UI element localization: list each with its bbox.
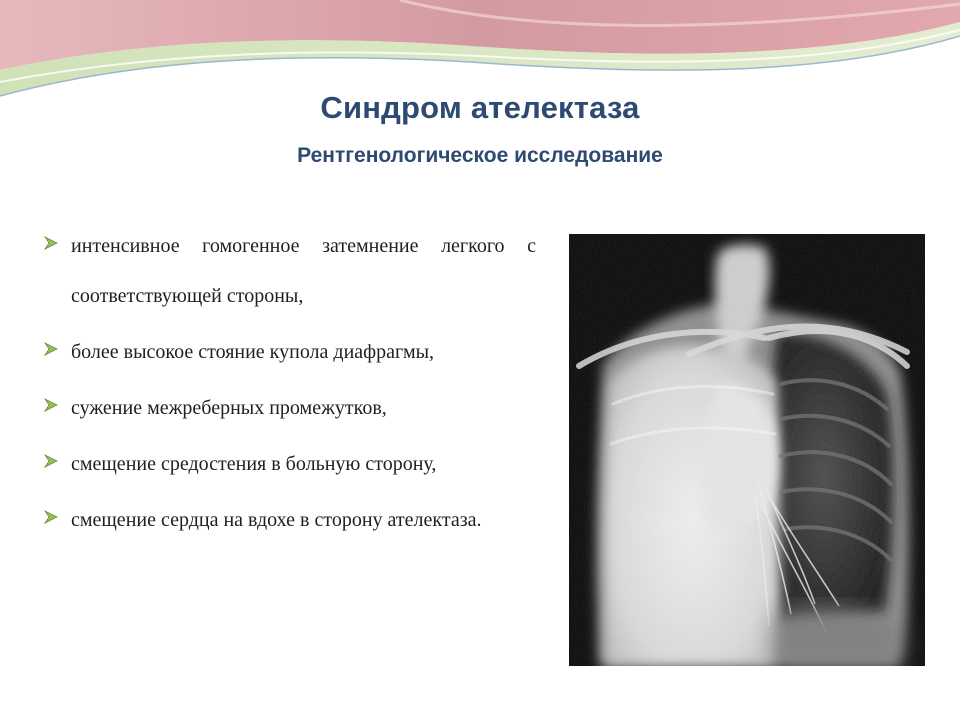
slide-title: Синдром ателектаза — [320, 90, 640, 125]
arrow-checkmark-icon — [44, 341, 58, 357]
bullet-text: сужение межреберных промежутков, — [71, 397, 387, 419]
arrow-checkmark-icon — [44, 235, 58, 251]
arrow-checkmark-icon — [44, 509, 58, 525]
bullet-text: смещение сердца на вдохе в сторону ателектаза. — [71, 509, 482, 531]
bullet-text: интенсивное гомогенное затемнение легкого с соответствующей стороны, — [71, 235, 536, 307]
arrow-checkmark-icon — [44, 397, 58, 413]
bullet-item — [44, 439, 536, 489]
bullet-item — [44, 327, 536, 377]
bullet-text: смещение средостения в больную сторону, — [71, 453, 437, 475]
bullet-list — [44, 221, 536, 551]
arrow-checkmark-icon — [44, 453, 58, 469]
bullet-text: более высокое стояние купола диафрагмы, — [71, 341, 435, 363]
slide-subtitle: Рентгенологическое исследование — [297, 144, 663, 167]
bullet-item — [44, 221, 536, 321]
bullet-item — [44, 383, 536, 433]
chest-xray-image — [569, 234, 925, 666]
bullet-item — [44, 495, 536, 545]
